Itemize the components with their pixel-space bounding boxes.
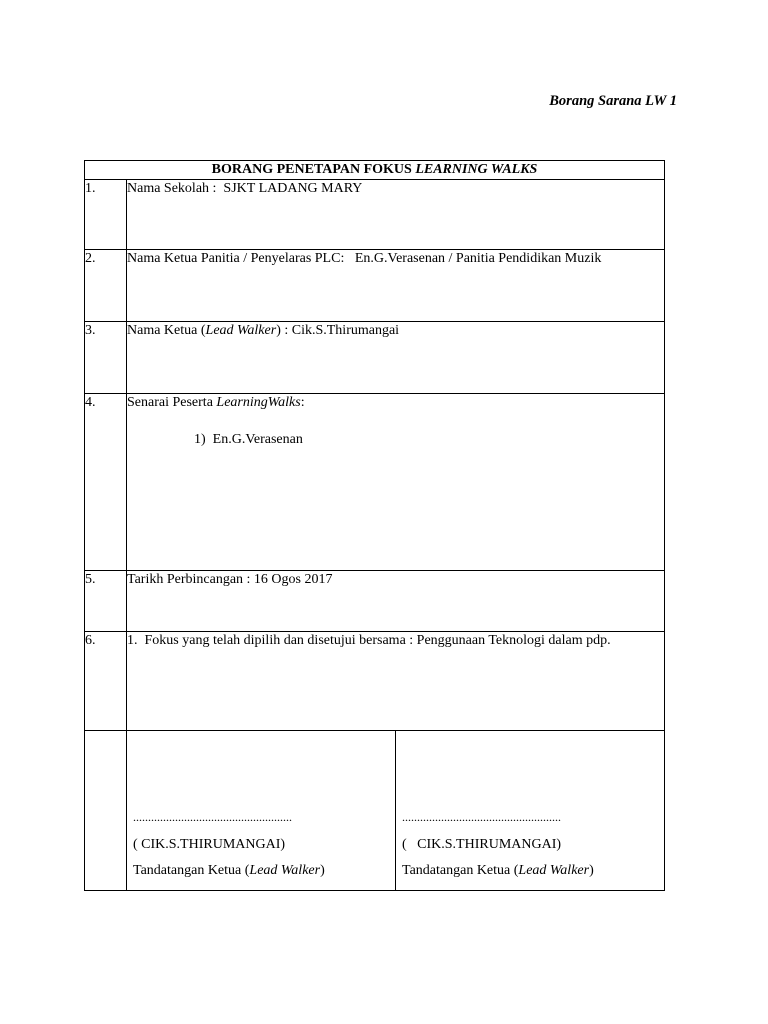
form-title-text: BORANG PENETAPAN FOKUS	[211, 162, 416, 177]
panel-head-row	[85, 250, 665, 322]
lead-walker-row	[85, 322, 665, 394]
signatory-name: ( CIK.S.THIRUMANGAI)	[133, 837, 286, 852]
panel-head-cell	[127, 250, 665, 322]
participant-item: 1) En.G.Verasenan	[194, 432, 303, 447]
signature-block-right	[396, 731, 665, 890]
signature-row	[85, 731, 665, 891]
row-number: 1.	[85, 180, 127, 250]
signatory-role	[402, 863, 594, 879]
form-title-row	[85, 161, 665, 180]
panel-head-label: Nama Ketua Panitia / Penyelaras PLC:	[127, 251, 345, 266]
row-number: 5.	[85, 571, 127, 632]
row-number-empty	[85, 731, 127, 891]
signatory-name: ( CIK.S.THIRUMANGAI)	[402, 837, 562, 852]
signatory-role-suffix: )	[320, 863, 325, 878]
signatory-role-italic: Lead Walker	[249, 863, 321, 878]
discussion-date-cell: Tarikh Perbincangan : 16 Ogos 2017	[127, 571, 665, 632]
signatory-role	[133, 863, 325, 879]
signature-line: .....................................................	[133, 810, 292, 824]
focus-row	[85, 632, 665, 731]
focus-form-table	[84, 160, 665, 891]
signature-cell	[127, 731, 665, 891]
signatory-role-prefix: Tandatangan Ketua (	[402, 863, 519, 878]
row-number: 2.	[85, 250, 127, 322]
lead-walker-cell	[127, 322, 665, 394]
lead-walker-label-suffix: ) : Cik.S.Thirumangai	[276, 323, 400, 338]
form-code: Borang Sarana LW 1	[549, 93, 677, 109]
participants-label-suffix: :	[300, 395, 305, 410]
signatory-role-prefix: Tandatangan Ketua (	[133, 863, 250, 878]
school-name-cell	[127, 180, 665, 250]
signature-line: .....................................................	[402, 810, 561, 824]
signature-wrap	[127, 731, 664, 890]
focus-cell: 1. Fokus yang telah dipilih dan disetujui bersama : Penggunaan Teknologi dalam pdp.	[127, 632, 665, 731]
row-number: 4.	[85, 394, 127, 571]
participants-heading	[127, 394, 664, 411]
lead-walker-label-italic: Lead Walker	[205, 323, 277, 338]
signatory-role-suffix: )	[589, 863, 594, 878]
row-number: 6.	[85, 632, 127, 731]
form-title-italic: LEARNING WALKS	[415, 162, 538, 177]
participants-cell	[127, 394, 665, 571]
lead-walker-label-prefix: Nama Ketua (	[127, 323, 206, 338]
participants-row	[85, 394, 665, 571]
school-name-row	[85, 180, 665, 250]
school-name-label: Nama Sekolah :	[127, 181, 217, 196]
panel-head-value: En.G.Verasenan / Panitia Pendidikan Muzik	[354, 251, 602, 266]
discussion-date-row	[85, 571, 665, 632]
row-number: 3.	[85, 322, 127, 394]
signatory-role-italic: Lead Walker	[518, 863, 590, 878]
signature-block-left	[127, 731, 396, 890]
form-title	[85, 161, 665, 180]
participants-label-italic: LearningWalks	[216, 395, 301, 410]
school-name-value: SJKT LADANG MARY	[223, 181, 363, 196]
participants-label-prefix: Senarai Peserta	[127, 395, 217, 410]
